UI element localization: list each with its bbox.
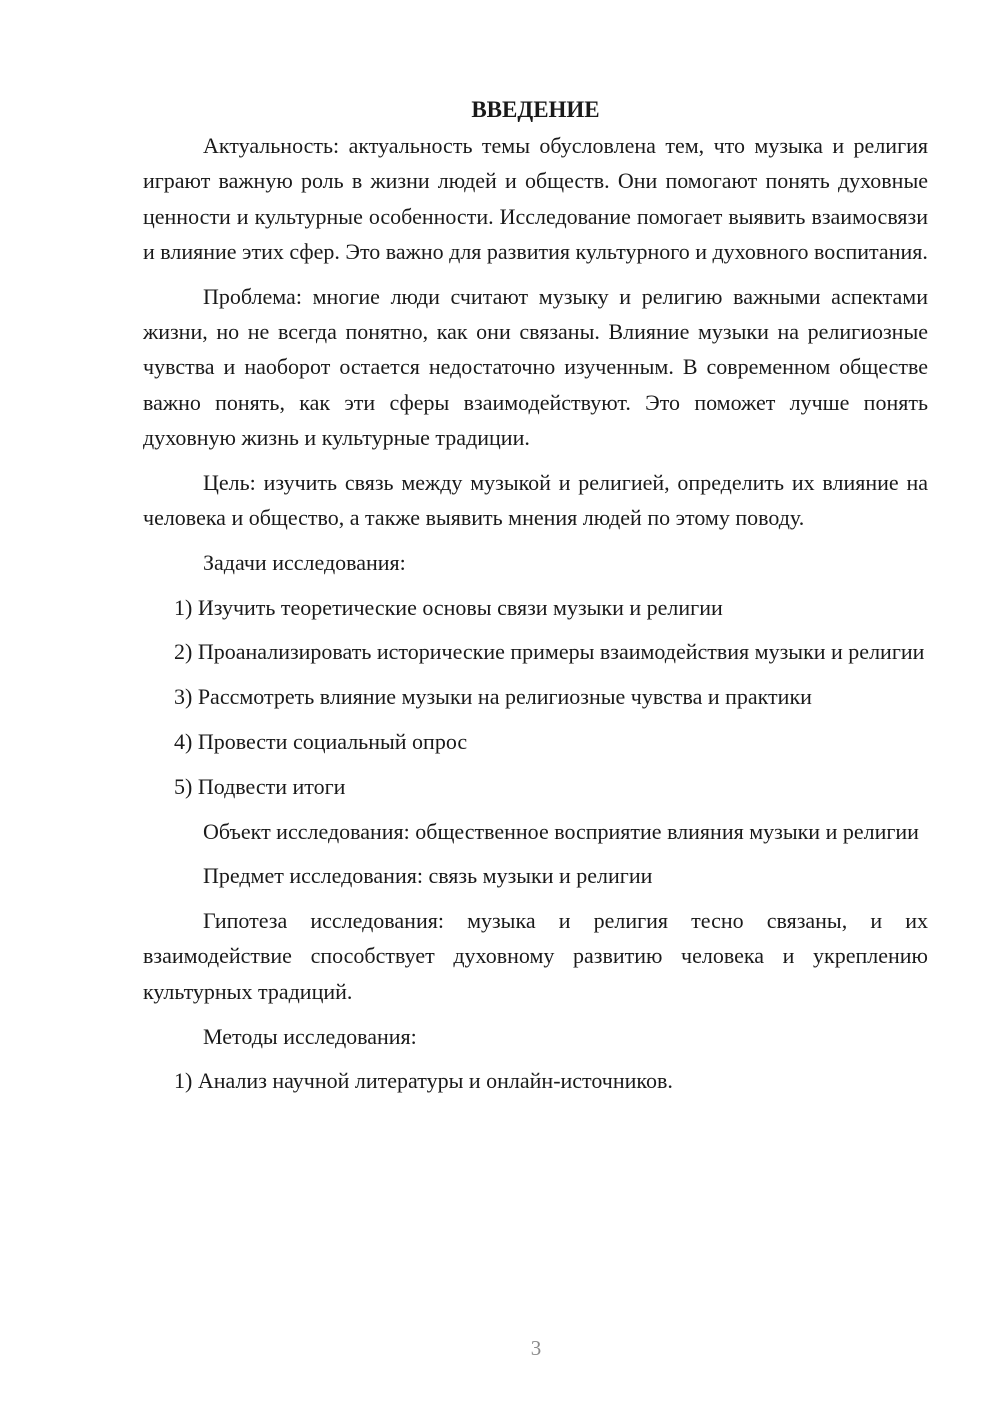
task-item-3: 3) Рассмотреть влияние музыки на религиозные чувства и практики	[174, 684, 812, 710]
task-item-5: 5) Подвести итоги	[174, 773, 346, 799]
section-heading: ВВЕДЕНИЕ	[471, 97, 600, 122]
subject-paragraph: Предмет исследования: связь музыки и религии	[203, 863, 653, 889]
task-item-2: 2) Проанализировать исторические примеры взаимодействия музыки и религии	[174, 639, 925, 665]
methods-title: Методы исследования:	[203, 1023, 417, 1049]
relevance-paragraph: Актуальность: актуальность темы обусловлена тем, что музыка и религия играют важную роль в жизни людей и обществ. Они помогают понять духовные ценности и культурные особенности. Исследование помогает выявить взаимосвязи и влияние этих сфер. Это важно для развития культурного и духовного воспитания.	[143, 133, 928, 264]
goal-paragraph: Цель: изучить связь между музыкой и религией, определить их влияние на человека и общество, а также выявить мнения людей по этому поводу.	[143, 469, 928, 530]
object-paragraph: Объект исследования: общественное восприятие влияния музыки и религии	[203, 818, 919, 844]
page-number: 3	[530, 1336, 542, 1360]
tasks-title: Задачи исследования:	[203, 549, 406, 575]
page-content	[143, 92, 928, 1108]
method-item-1: 1) Анализ научной литературы и онлайн-источников.	[174, 1068, 673, 1094]
task-item-1: 1) Изучить теоретические основы связи музыки и религии	[174, 594, 723, 620]
problem-paragraph: Проблема: многие люди считают музыку и религию важными аспектами жизни, но не всегда понятно, как они связаны. Влияние музыки на религиозные чувства и наоборот остается недостаточно изученным. В современном обществе важно понять, как эти сферы взаимодействуют. Это поможет лучше понять духовную жизнь и культурные традиции.	[143, 283, 928, 450]
task-item-4: 4) Провести социальный опрос	[174, 728, 468, 754]
hypothesis-paragraph: Гипотеза исследования: музыка и религия тесно связаны, и их взаимодействие способствует духовному развитию человека и укреплению культурных традиций.	[143, 908, 928, 1004]
